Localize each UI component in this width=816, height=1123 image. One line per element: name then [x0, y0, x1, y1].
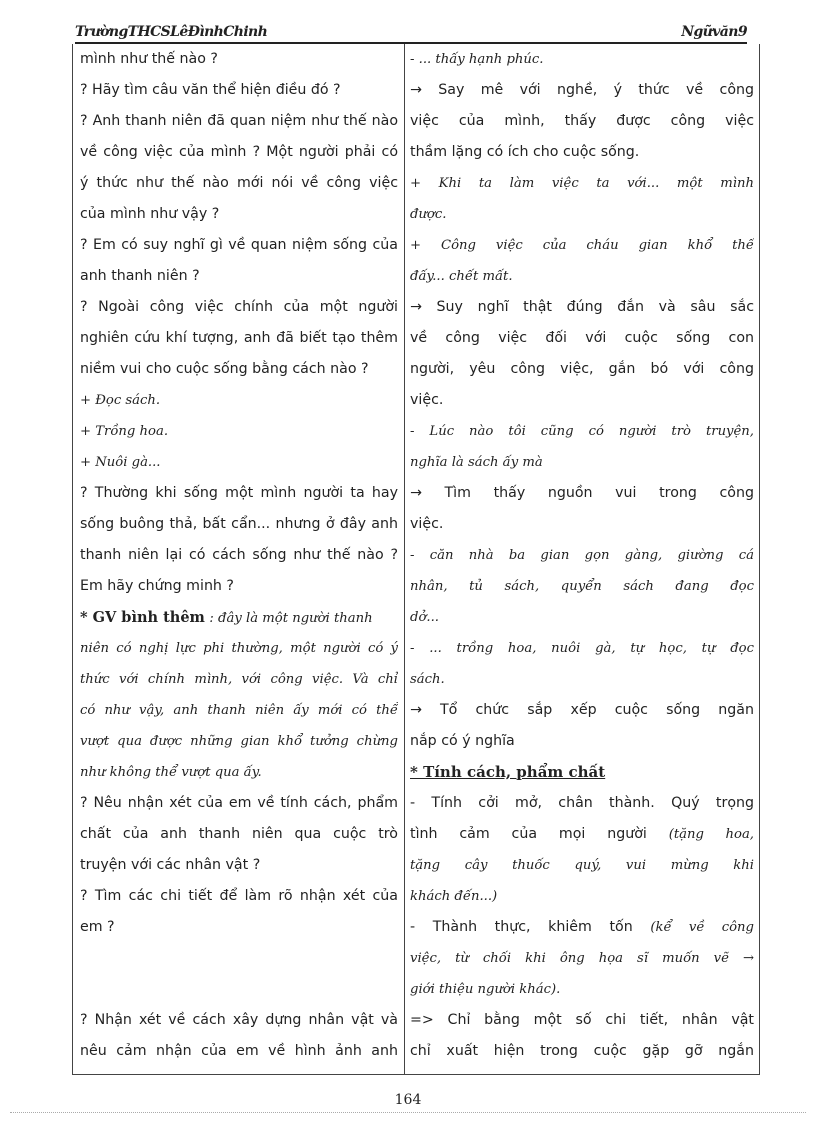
left-line: niềm vui cho cuộc sống bằng cách nào ?	[80, 361, 369, 377]
left-line: về công việc của mình ? Một người phải có	[80, 144, 398, 160]
left-line: + Đọc sách.	[80, 393, 161, 408]
left-line: của mình như vậy ?	[80, 206, 220, 222]
subject-name: Ngữvăn9	[681, 24, 747, 40]
section-heading: * Tính cách, phẩm chất	[410, 763, 606, 781]
right-line	[410, 819, 754, 850]
school-name: TrườngTHCSLêĐìnhChinh	[75, 24, 268, 40]
left-line: ? Nêu nhận xét của em về tính cách, phẩm	[80, 795, 398, 811]
right-line: → Suy nghĩ thật đúng đắn và sâu sắc	[410, 299, 754, 315]
left-line: ? Hãy tìm câu văn thể hiện điều đó ?	[80, 82, 341, 98]
right-line-text: tình cảm của mọi người	[410, 826, 647, 842]
right-line: nhân, tủ sách, quyển sách đang đọc	[410, 579, 754, 594]
left-line: ? Nhận xét về cách xây dựng nhân vật và	[80, 1012, 398, 1028]
right-line: sách.	[410, 672, 445, 687]
right-line: giới thiệu người khác).	[410, 982, 561, 997]
left-line: ý thức như thế nào mới nói về công việc	[80, 175, 398, 191]
left-line: ? Ngoài công việc chính của một người	[80, 299, 398, 315]
left-line: mình như thế nào ?	[80, 51, 218, 67]
left-line: sống buông thả, bất cẩn... nhưng ở đây anh	[80, 516, 398, 532]
left-line: ? Em có suy nghĩ gì về quan niệm sống của	[80, 237, 398, 253]
right-line: - Lúc nào tôi cũng có người trò truyện,	[410, 424, 754, 439]
right-line: nghĩa là sách ấy mà	[410, 455, 543, 470]
page-number: 164	[394, 1092, 422, 1108]
right-column	[410, 44, 754, 1067]
right-line: việc.	[410, 392, 444, 408]
column-divider	[404, 44, 405, 1074]
right-line: tặng cây thuốc quý, vui mừng khi	[410, 858, 754, 873]
right-line: → Say mê với nghề, ý thức về công	[410, 82, 754, 98]
right-line-text: - Thành thực, khiêm tốn	[410, 919, 633, 935]
right-line: việc.	[410, 516, 444, 532]
left-line: thanh niên lại có cách sống như thế nào ?	[80, 547, 398, 563]
left-line: ? Thường khi sống một mình người ta hay	[80, 485, 398, 501]
right-line: người, yêu công việc, gắn bó với công	[410, 361, 754, 377]
left-line: anh thanh niên ?	[80, 268, 200, 284]
right-line: khách đến...)	[410, 889, 498, 904]
right-line: + Khi ta làm việc ta với... một mình	[410, 176, 754, 191]
left-line: nêu cảm nhận của em về hình ảnh anh	[80, 1043, 398, 1059]
left-line: ? Anh thanh niên đã quan niệm như thế nào	[80, 113, 398, 129]
left-line: như không thể vượt qua ấy.	[80, 765, 262, 780]
page-header	[75, 20, 747, 44]
left-line: có như vậy, anh thanh niên ấy mới có thể	[80, 703, 398, 718]
right-line: → Tổ chức sắp xếp cuộc sống ngăn	[410, 702, 754, 718]
right-line-example: (kể về công	[650, 920, 754, 935]
teacher-note-text: : đây là một người thanh	[209, 611, 373, 626]
right-line: - Tính cởi mở, chân thành. Quý trọng	[410, 795, 754, 811]
right-line: dở...	[410, 610, 439, 625]
right-line: được.	[410, 207, 447, 222]
left-line: em ?	[80, 919, 115, 935]
left-line: vượt qua được những gian khổ tưởng chừng	[80, 734, 398, 749]
right-line: - ... thấy hạnh phúc.	[410, 52, 544, 67]
left-line: Em hãy chứng minh ?	[80, 578, 234, 594]
lesson-table	[72, 44, 760, 1075]
right-line: → Tìm thấy nguồn vui trong công	[410, 485, 754, 501]
right-line: + Công việc của cháu gian khổ thế	[410, 238, 754, 253]
left-line: truyện với các nhân vật ?	[80, 857, 261, 873]
right-line: việc, từ chối khi ông họa sĩ muốn vẽ →	[410, 951, 754, 966]
right-line: việc của mình, thấy được công việc	[410, 113, 754, 129]
right-line: chỉ xuất hiện trong cuộc gặp gỡ ngắn	[410, 1043, 754, 1059]
right-line: về công việc đối với cuộc sống con	[410, 330, 754, 346]
left-line: nghiên cứu khí tượng, anh đã biết tạo thêm	[80, 330, 398, 346]
left-column	[80, 44, 398, 1067]
teacher-note-label: * GV bình thêm	[80, 609, 205, 626]
left-line: + Nuôi gà...	[80, 455, 161, 470]
right-line: - ... trồng hoa, nuôi gà, tự học, tự đọc	[410, 641, 754, 656]
teacher-note-line	[80, 602, 398, 633]
left-blank-space	[80, 943, 398, 1005]
right-line-example: (tặng hoa,	[668, 827, 754, 842]
right-line: - căn nhà ba gian gọn gàng, giường cá	[410, 548, 754, 563]
left-line: thức với chính mình, với công việc. Và chỉ	[80, 672, 398, 687]
right-line	[410, 912, 754, 943]
left-line: + Trồng hoa.	[80, 424, 169, 439]
left-line: ? Tìm các chi tiết để làm rõ nhận xét của	[80, 888, 398, 904]
right-line: thầm lặng có ích cho cuộc sống.	[410, 144, 640, 160]
left-line: niên có nghị lực phi thường, một người có ý	[80, 641, 398, 656]
right-line: => Chỉ bằng một số chi tiết, nhân vật	[410, 1012, 754, 1028]
left-line: chất của anh thanh niên qua cuộc trò	[80, 826, 398, 842]
right-line: nắp có ý nghĩa	[410, 733, 515, 749]
footer-dotted-rule	[10, 1112, 806, 1113]
right-line: đấy... chết mất.	[410, 269, 513, 284]
